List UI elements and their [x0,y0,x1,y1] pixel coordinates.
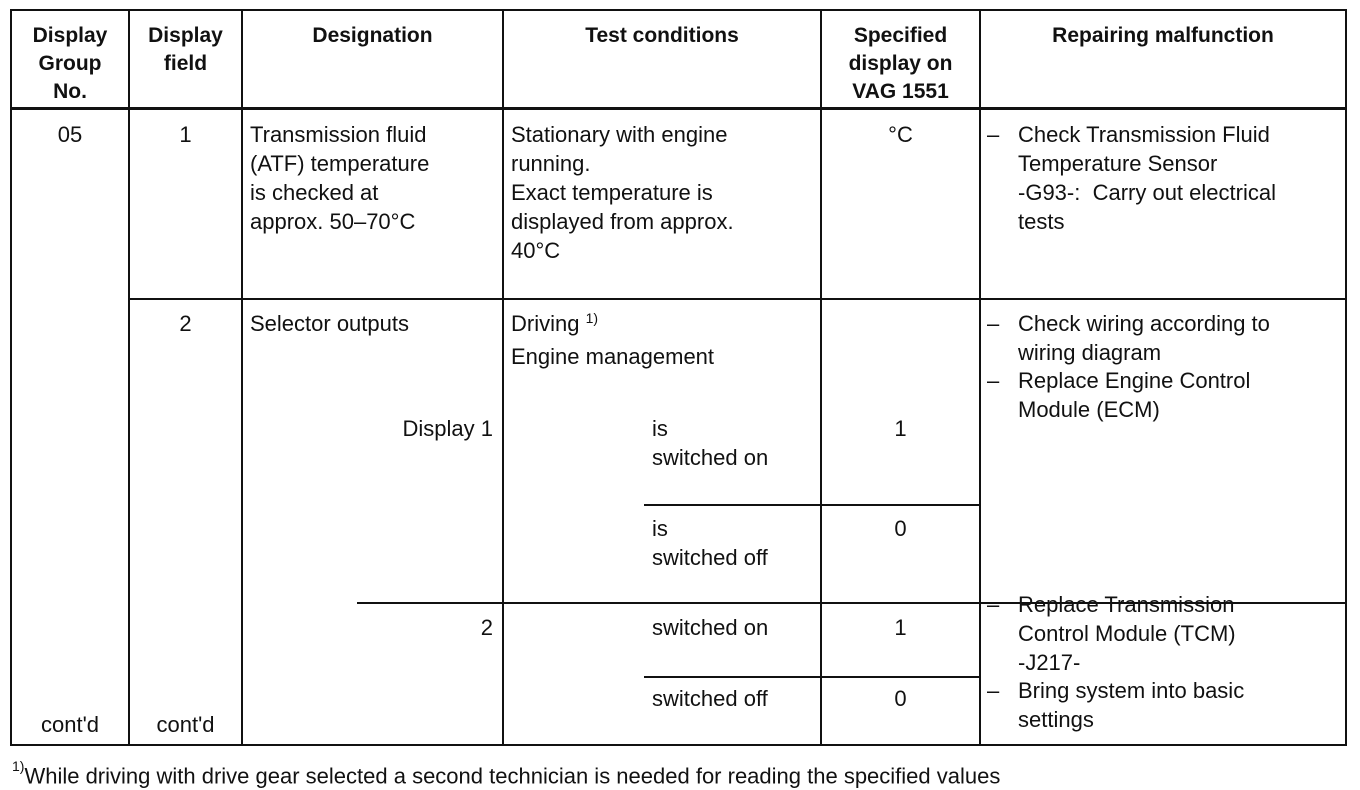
row2-test-engine: Engine management [511,344,715,369]
row2-repair-c-dash: – [987,592,1000,617]
header-test-conditions: Test conditions [585,24,739,47]
header-bottom-border [10,107,1347,110]
display1-off-value: 0 [894,516,907,541]
display2-off-text: switched off [652,686,768,711]
row2-repair-a-dash: – [987,311,1000,336]
row2-test-driving-line [511,309,598,341]
header-display-group-no: Display Group No. [32,24,108,103]
row1-designation: Transmission fluid (ATF) temperature is checked at approx. 50–70°C [250,122,430,234]
row1-specified: °C [888,122,913,147]
footnote-text: While driving with drive gear selected a second technician is needed for reading the specified values [24,763,1001,789]
table-right-border [1345,9,1347,746]
display1-off-text: is switched off [652,516,768,570]
display1-on-text: is switched on [652,416,769,470]
row2-test-driving-footnote-ref: 1) [585,310,599,326]
row2-repair-a: Check wiring according to wiring diagram [1018,311,1270,365]
header-specified-display: Specified display on VAG 1551 [848,24,953,103]
row2-repair-b-dash: – [987,368,1000,393]
col-divider-3 [502,9,504,746]
row2-repair-c: Replace Transmission Control Module (TCM) -J217- [1018,592,1236,675]
display2-on-value: 1 [894,615,907,640]
display2-sub-separator [644,676,979,678]
row2-repair-b: Replace Engine Control Module (ECM) [1018,368,1251,422]
header-display-field: Display field [148,24,223,75]
row2-field: 2 [179,311,192,336]
display2-on-text: switched on [652,615,769,640]
header-designation: Designation [312,24,433,47]
footnote-marker: 1) [12,758,25,774]
row1-repair-text: Check Transmission Fluid Temperature Sensor -G93-: Carry out electrical tests [1018,122,1276,234]
row1-test-conditions: Stationary with engine running. Exact temperature is displayed from approx. 40°C [511,122,734,263]
field-contd: cont'd [156,712,215,737]
group-number: 05 [57,122,83,147]
row1-repair-dash: – [987,122,1000,147]
table-bottom-border [10,744,1347,746]
display1-on-value: 1 [894,416,907,441]
row1-field: 1 [179,122,192,147]
header-repairing-malfunction: Repairing malfunction [1052,24,1274,47]
col-divider-5 [979,9,981,746]
group-contd: cont'd [40,712,100,737]
row1-bottom-border [128,298,1347,300]
footnote [12,756,1000,790]
row2-test-driving: Driving [511,311,580,336]
row2-repair-d-dash: – [987,678,1000,703]
display2-off-value: 0 [894,686,907,711]
display1-label: Display 1 [402,416,493,441]
row2-repair-d: Bring system into basic settings [1018,678,1245,732]
row2-designation: Selector outputs [250,311,409,336]
display1-sub-separator [644,504,979,506]
display2-label: 2 [480,615,493,640]
table-top-border [10,9,1347,11]
